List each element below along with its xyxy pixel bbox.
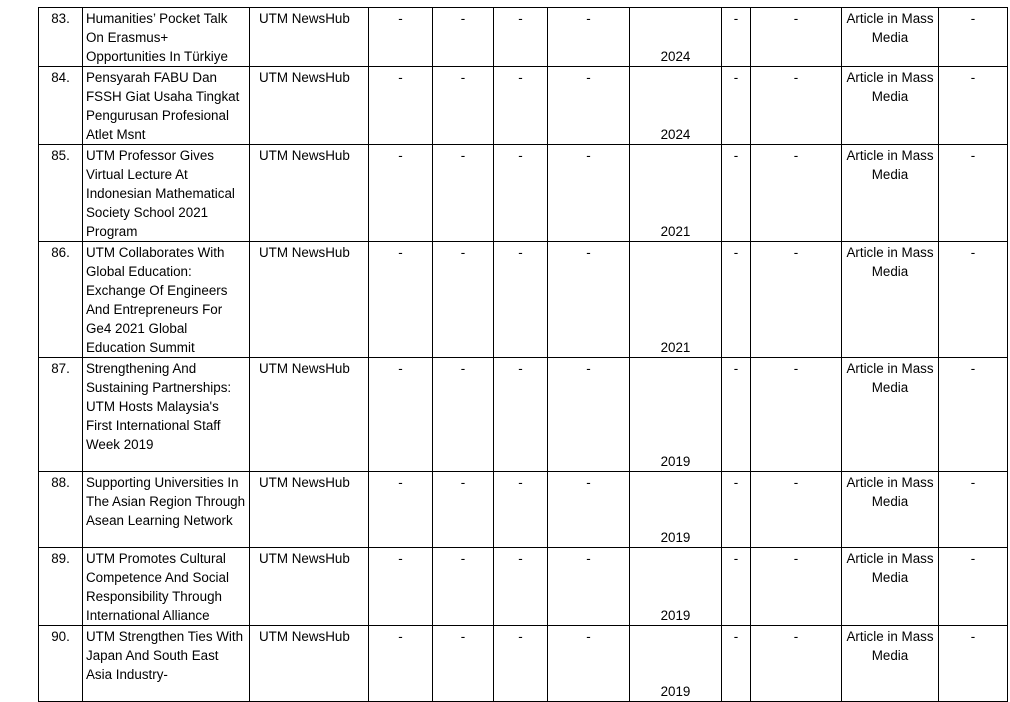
- source: UTM NewsHub: [250, 8, 369, 67]
- empty-cell: -: [939, 8, 1008, 67]
- article-title: UTM Professor Gives Virtual Lecture At Indonesian Mathematical Society School 2021 Program: [83, 145, 250, 242]
- empty-cell: -: [722, 67, 751, 145]
- empty-cell: -: [369, 472, 433, 548]
- empty-cell: -: [369, 145, 433, 242]
- table-row: [39, 472, 1008, 548]
- table-row: [39, 8, 1008, 67]
- article-title: Supporting Universities In The Asian Region Through Asean Learning Network: [83, 472, 250, 548]
- table-row: [39, 626, 1008, 702]
- article-title: Strengthening And Sustaining Partnerships: UTM Hosts Malaysia's First International Staff Week 2019: [83, 358, 250, 472]
- table-row: [39, 242, 1008, 358]
- source: UTM NewsHub: [250, 145, 369, 242]
- category: Article in Mass Media: [842, 472, 939, 548]
- row-number: 87.: [39, 358, 83, 472]
- row-number: 88.: [39, 472, 83, 548]
- empty-cell: -: [722, 242, 751, 358]
- article-title: UTM Collaborates With Global Education: Exchange Of Engineers And Entrepreneurs For Ge4 2021 Global Education Summit: [83, 242, 250, 358]
- article-title: UTM Promotes Cultural Competence And Social Responsibility Through International Alliance: [83, 548, 250, 626]
- empty-cell: -: [369, 358, 433, 472]
- empty-cell: -: [722, 472, 751, 548]
- empty-cell: -: [751, 472, 842, 548]
- row-number: 89.: [39, 548, 83, 626]
- empty-cell: -: [369, 548, 433, 626]
- empty-cell: -: [494, 626, 548, 702]
- empty-cell: -: [433, 548, 494, 626]
- year: 2019: [630, 548, 722, 626]
- empty-cell: -: [369, 626, 433, 702]
- empty-cell: -: [433, 242, 494, 358]
- source: UTM NewsHub: [250, 626, 369, 702]
- table-row: [39, 358, 1008, 472]
- category: Article in Mass Media: [842, 242, 939, 358]
- source: UTM NewsHub: [250, 472, 369, 548]
- empty-cell: -: [433, 626, 494, 702]
- empty-cell: -: [494, 145, 548, 242]
- source: UTM NewsHub: [250, 358, 369, 472]
- empty-cell: -: [369, 242, 433, 358]
- empty-cell: -: [751, 626, 842, 702]
- row-number: 83.: [39, 8, 83, 67]
- empty-cell: -: [548, 8, 630, 67]
- empty-cell: -: [751, 145, 842, 242]
- empty-cell: -: [751, 8, 842, 67]
- year: 2024: [630, 67, 722, 145]
- publications-table: [38, 7, 1008, 702]
- empty-cell: -: [939, 548, 1008, 626]
- empty-cell: -: [433, 472, 494, 548]
- empty-cell: -: [548, 242, 630, 358]
- empty-cell: -: [751, 242, 842, 358]
- empty-cell: -: [548, 358, 630, 472]
- category: Article in Mass Media: [842, 626, 939, 702]
- article-title: Humanities’ Pocket Talk On Erasmus+ Opportunities In Türkiye: [83, 8, 250, 67]
- empty-cell: -: [939, 358, 1008, 472]
- empty-cell: -: [939, 472, 1008, 548]
- empty-cell: -: [751, 358, 842, 472]
- source: UTM NewsHub: [250, 67, 369, 145]
- empty-cell: -: [939, 67, 1008, 145]
- empty-cell: -: [939, 242, 1008, 358]
- category: Article in Mass Media: [842, 548, 939, 626]
- empty-cell: -: [751, 548, 842, 626]
- empty-cell: -: [494, 8, 548, 67]
- row-number: 84.: [39, 67, 83, 145]
- year: 2019: [630, 626, 722, 702]
- empty-cell: -: [722, 626, 751, 702]
- year: 2019: [630, 358, 722, 472]
- empty-cell: -: [939, 626, 1008, 702]
- row-number: 90.: [39, 626, 83, 702]
- empty-cell: -: [494, 358, 548, 472]
- empty-cell: -: [494, 548, 548, 626]
- row-number: 85.: [39, 145, 83, 242]
- empty-cell: -: [548, 472, 630, 548]
- category: Article in Mass Media: [842, 67, 939, 145]
- empty-cell: -: [548, 548, 630, 626]
- empty-cell: -: [939, 145, 1008, 242]
- empty-cell: -: [369, 67, 433, 145]
- empty-cell: -: [433, 358, 494, 472]
- source: UTM NewsHub: [250, 242, 369, 358]
- empty-cell: -: [494, 67, 548, 145]
- empty-cell: -: [494, 242, 548, 358]
- category: Article in Mass Media: [842, 358, 939, 472]
- empty-cell: -: [722, 548, 751, 626]
- year: 2019: [630, 472, 722, 548]
- empty-cell: -: [722, 145, 751, 242]
- empty-cell: -: [548, 626, 630, 702]
- category: Article in Mass Media: [842, 8, 939, 67]
- year: 2021: [630, 145, 722, 242]
- year: 2021: [630, 242, 722, 358]
- empty-cell: -: [433, 67, 494, 145]
- table-row: [39, 145, 1008, 242]
- empty-cell: -: [751, 67, 842, 145]
- row-number: 86.: [39, 242, 83, 358]
- category: Article in Mass Media: [842, 145, 939, 242]
- article-title: Pensyarah FABU Dan FSSH Giat Usaha Tingkat Pengurusan Profesional Atlet Msnt: [83, 67, 250, 145]
- table-row: [39, 67, 1008, 145]
- source: UTM NewsHub: [250, 548, 369, 626]
- empty-cell: -: [433, 8, 494, 67]
- empty-cell: -: [369, 8, 433, 67]
- year: 2024: [630, 8, 722, 67]
- article-title: UTM Strengthen Ties With Japan And South East Asia Industry-: [83, 626, 250, 702]
- empty-cell: -: [494, 472, 548, 548]
- empty-cell: -: [548, 145, 630, 242]
- empty-cell: -: [722, 8, 751, 67]
- empty-cell: -: [722, 358, 751, 472]
- empty-cell: -: [433, 145, 494, 242]
- empty-cell: -: [548, 67, 630, 145]
- table-row: [39, 548, 1008, 626]
